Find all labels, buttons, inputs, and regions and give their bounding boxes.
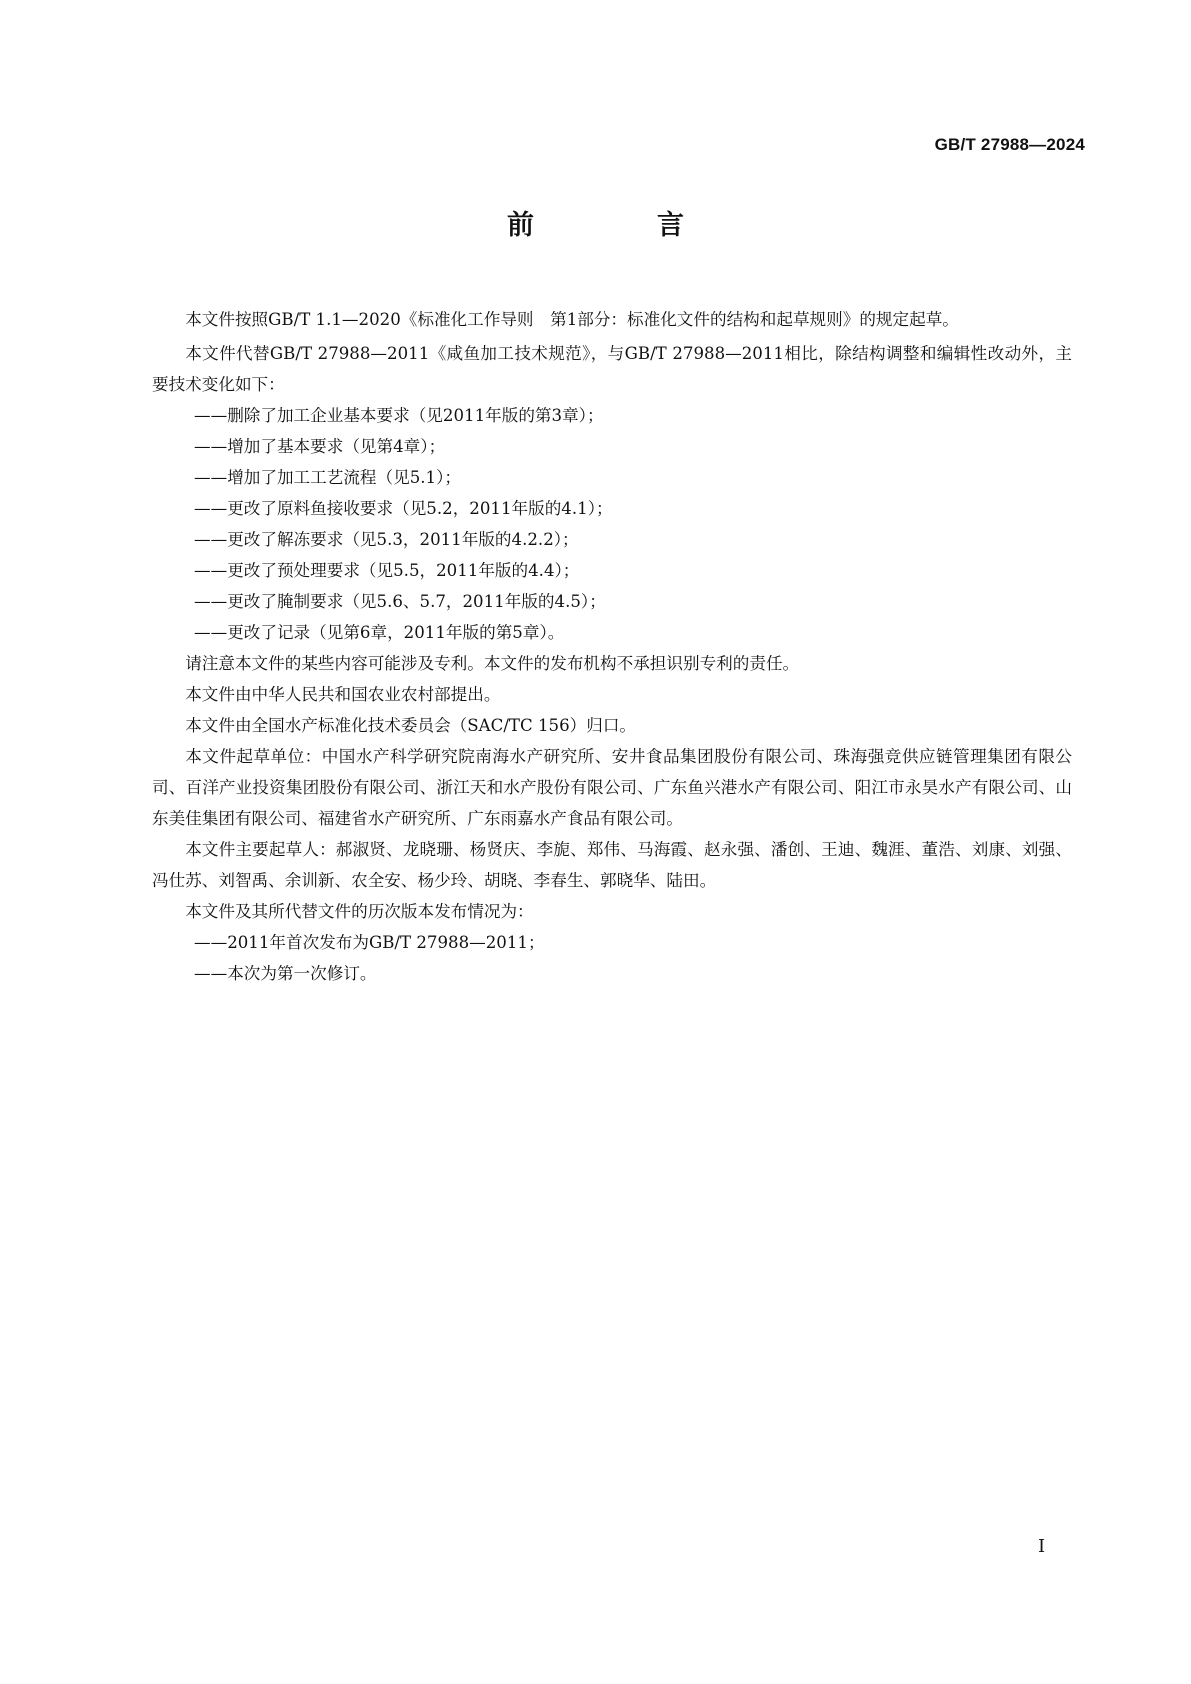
paragraph-patent-notice: 请注意本文件的某些内容可能涉及专利。本文件的发布机构不承担识别专利的责任。 (185, 654, 800, 673)
change-item: ——更改了解冻要求（见5.3，2011年版的4.2.2）； (194, 530, 579, 549)
paragraph-replaces: 本文件代替GB/T 27988—2011《咸鱼加工技术规范》，与GB/T 27988—2011相比，除结构调整和编辑性改动外，主要技术变化如下： (152, 344, 1072, 394)
paragraph-managed-by: 本文件由全国水产标准化技术委员会（SAC/TC 156）归口。 (185, 716, 637, 735)
page-title: 前 言 (507, 210, 732, 241)
paragraph-history-intro: 本文件及其所代替文件的历次版本发布情况为： (185, 902, 534, 921)
change-item: ——更改了预处理要求（见5.5，2011年版的4.4）； (194, 561, 580, 580)
history-item: ——本次为第一次修订。 (194, 964, 377, 983)
foreword-body (152, 304, 1072, 989)
standard-number: GB/T 27988—2024 (934, 135, 1085, 154)
paragraph-drafters: 本文件主要起草人：郝淑贤、龙晓珊、杨贤庆、李旎、郑伟、马海霞、赵永强、潘创、王迪、魏涯、董浩、刘康、刘强、冯仕苏、刘智禹、余训新、农全安、杨少玲、胡晓、李春生、郭晓华、陆田。 (152, 840, 1072, 890)
change-item: ——删除了加工企业基本要求（见2011年版的第3章）； (194, 406, 604, 425)
change-item: ——更改了原料鱼接收要求（见5.2，2011年版的4.1）； (194, 499, 613, 518)
change-item: ——更改了腌制要求（见5.6、5.7，2011年版的4.5）； (194, 592, 606, 611)
paragraph-proposed-by: 本文件由中华人民共和国农业农村部提出。 (185, 685, 501, 704)
paragraph-drafting-units: 本文件起草单位：中国水产科学研究院南海水产研究所、安井食品集团股份有限公司、珠海强竞供应链管理集团有限公司、百洋产业投资集团股份有限公司、浙江天和水产股份有限公司、广东鱼兴港水产有限公司、阳江市永昊水产有限公司、山东美佳集团有限公司、福建省水产研究所、广东雨嘉水产食品有限公司。 (152, 747, 1072, 828)
page-number: I (1038, 1536, 1046, 1557)
change-item: ——更改了记录（见第6章，2011年版的第5章）。 (194, 623, 565, 642)
change-item: ——增加了加工工艺流程（见5.1）； (194, 468, 461, 487)
history-item: ——2011年首次发布为GB/T 27988—2011； (194, 933, 545, 952)
change-item: ——增加了基本要求（见第4章）； (194, 437, 446, 456)
paragraph-basis: 本文件按照GB/T 1.1—2020《标准化工作导则 第1部分：标准化文件的结构和起草规则》的规定起草。 (185, 310, 959, 329)
